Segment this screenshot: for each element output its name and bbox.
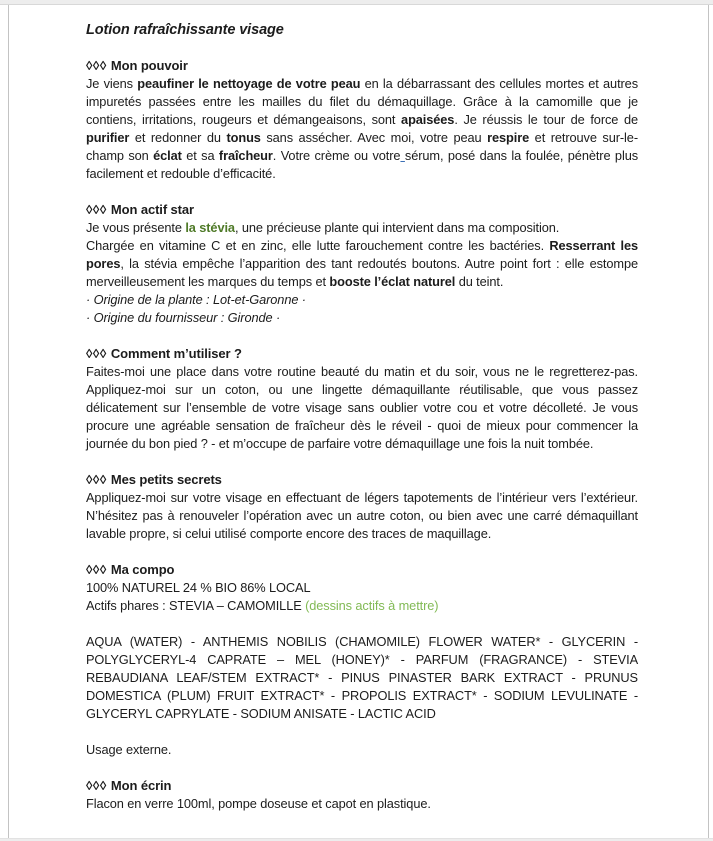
paragraph xyxy=(86,219,638,291)
text-run: sérum, posé dans la foulée, pénètre plus facilement et redouble d’efficacité. xyxy=(86,148,639,181)
text-run: éclat xyxy=(153,148,182,163)
blank-line xyxy=(86,723,638,741)
text-run: 100% NATUREL 24 % BIO 86% LOCAL xyxy=(86,580,311,595)
text-run: du teint. xyxy=(455,274,504,289)
text-run: la stévia xyxy=(185,220,235,235)
text-run: · Origine du fournisseur : Gironde · xyxy=(86,310,281,325)
text-run: (dessins actifs à mettre) xyxy=(305,598,439,613)
text-run: tonus xyxy=(226,130,261,145)
text-run: sans assécher. Avec moi, votre peau xyxy=(260,130,488,145)
text-run: Faites-moi une place dans votre routine beauté du matin et du soir, vous ne le regretterez-pas. Appliquez-moi sur un coton, ou une lingette démaquillante réutilisable, que vous passez délicatement sur l’ensemble de votre visage sans oublier votre cou et votre décolleté. Je vous procure une agréable sensation de fraîcheur dès le réveil - quoi de mieux pour commencer la journée du bon pied ? - et m’occupe de parfaire votre démaquillage une fois la nuit tombée. xyxy=(86,364,638,451)
text-run: , la stévia empêche l’apparition des tant redoutés boutons. Autre point fort : elle estompe merveilleusement les marques du temps et xyxy=(86,256,638,289)
text-run: Chargée en vitamine C et en zinc, elle lutte farouchement contre les bactéries. xyxy=(86,238,550,253)
text-run: Je viens xyxy=(86,76,138,91)
paragraph xyxy=(86,291,638,327)
text-run: et sa xyxy=(181,148,219,163)
section-heading-ma-compo xyxy=(86,561,638,579)
text-run: apaisées xyxy=(401,112,455,127)
blank-line xyxy=(86,615,638,633)
text-run: Resserrant les pores xyxy=(86,238,638,271)
text-run: Je vous présente xyxy=(86,220,186,235)
text-run: . Je réussis le tour de force de xyxy=(454,112,638,127)
text-run: Actifs phares : STEVIA – CAMOMILLE xyxy=(86,598,306,613)
page-gap-top xyxy=(0,0,713,5)
text-run: booste l’éclat naturel xyxy=(329,274,456,289)
text-run: purifier xyxy=(86,130,130,145)
paragraph xyxy=(86,795,638,813)
text-run: , une précieuse plante qui intervient dans ma composition. xyxy=(234,220,560,235)
text-run: AQUA (WATER) - ANTHEMIS NOBILIS (CHAMOMILE) FLOWER WATER* - GLYCERIN - POLYGLYCERYL-4 CAPRATE – MEL (HONEY)* - PARFUM (FRAGRANCE) - STEVIA REBAUDIANA LEAF/STEM EXTRACT* - PINUS PINASTER BARK EXTRACT - PRUNUS DOMESTICA (PLUM) FRUIT EXTRACT* - PROPOLIS EXTRACT* - SODIUM LEVULINATE - GLYCERYL CAPRYLATE - SODIUM ANISATE - LACTIC ACID xyxy=(86,634,638,721)
text-run: · Origine de la plante : Lot-et-Garonne · xyxy=(86,292,306,307)
section-heading-mon-actif-star xyxy=(86,201,638,219)
diamonds-icon: ◊◊◊ xyxy=(86,58,111,73)
section-comment-m-utiliser xyxy=(86,345,638,453)
section-heading-label: Ma compo xyxy=(110,562,175,577)
paragraph xyxy=(86,741,638,759)
section-heading-comment-m-utiliser xyxy=(86,345,638,363)
text-run: peaufiner le nettoyage de votre peau xyxy=(137,76,361,91)
text-run: et retrouve sur-le-champ son xyxy=(86,130,638,163)
section-heading-mon-ecrin xyxy=(86,777,638,795)
section-heading-label: Comment m’utiliser ? xyxy=(110,346,242,361)
section-heading-label: Mon écrin xyxy=(110,778,172,793)
text-run: et redonner du xyxy=(129,130,227,145)
diamonds-icon: ◊◊◊ xyxy=(86,778,111,793)
section-heading-mes-petits-secrets xyxy=(86,471,638,489)
section-heading-label: Mon pouvoir xyxy=(110,58,188,73)
paragraph xyxy=(86,489,638,543)
page-edge-left xyxy=(8,5,9,839)
sections-container xyxy=(86,57,638,813)
diamonds-icon: ◊◊◊ xyxy=(86,202,111,217)
text-run: . Votre crème ou votre xyxy=(272,148,401,163)
text-run: fraîcheur xyxy=(218,148,273,163)
text-run: Flacon en verre 100ml, pompe doseuse et capot en plastique. xyxy=(86,796,431,811)
diamonds-icon: ◊◊◊ xyxy=(86,472,111,487)
paragraph xyxy=(86,579,638,615)
paragraph xyxy=(86,363,638,453)
document-title: Lotion rafraîchissante visage xyxy=(86,22,284,38)
diamonds-icon: ◊◊◊ xyxy=(86,346,111,361)
section-ma-compo xyxy=(86,561,638,759)
section-heading-label: Mes petits secrets xyxy=(110,472,222,487)
page-content xyxy=(86,21,638,813)
page-edge-right xyxy=(708,5,709,839)
section-mes-petits-secrets xyxy=(86,471,638,543)
section-heading-label: Mon actif star xyxy=(110,202,195,217)
text-run: Appliquez-moi sur votre visage en effectuant de légers tapotements de l’intérieur vers l’extérieur. N’hésitez pas à renouveler l’opération avec un autre coton, ou bien avec une carré démaquillant lavable propre, si celui utilisé comporte encore des traces de maquillage. xyxy=(86,490,638,541)
text-run: Usage externe. xyxy=(86,742,172,757)
section-heading-mon-pouvoir xyxy=(86,57,638,75)
paragraph xyxy=(86,75,638,183)
section-mon-ecrin xyxy=(86,777,638,813)
text-run: respire xyxy=(487,130,530,145)
section-mon-actif-star xyxy=(86,201,638,327)
text-run: en la débarrassant des cellules mortes et autres impuretés passées entre les mailles du filet du démaquillage. Grâce à la camomille que je contiens, irritations, rougeurs et démangeaisons, sont xyxy=(86,76,638,127)
paragraph xyxy=(86,633,638,723)
section-mon-pouvoir xyxy=(86,57,638,183)
diamonds-icon: ◊◊◊ xyxy=(86,562,111,577)
